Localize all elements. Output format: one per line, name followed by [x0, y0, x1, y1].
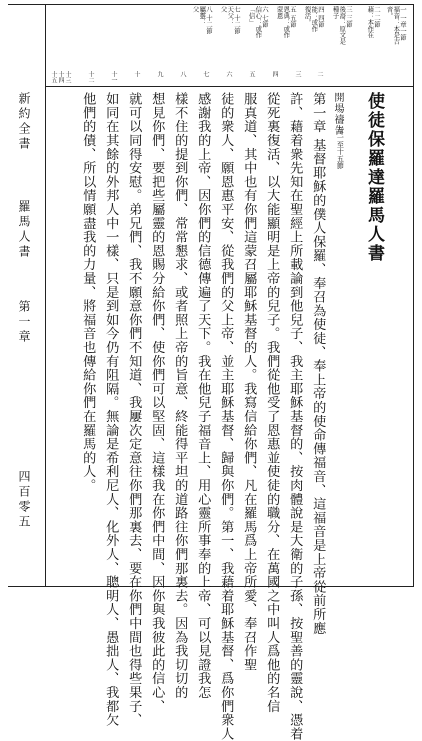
text-column: 就可以同得安慰。弟兄們、我不願意你們不知道、我屢次定意往你們那裏去、要在你們中間也得些果子、 [126, 92, 142, 727]
text-column: 從死裏復活、以大能顯明是上帝的兒子。我們從他受了恩惠並使徒的職分、在萬國之中叫人爲他的名信 [264, 92, 280, 713]
footnote-line: 蒙恩 [275, 6, 284, 19]
footnote-marker: 六 [261, 6, 269, 13]
footnote-ref: 一章一節 [399, 14, 407, 41]
book-title: 使徒保羅達羅馬人書 [364, 92, 384, 263]
footnote-marker: 五 [289, 6, 297, 13]
gutter-book-name: 羅馬人書 [17, 200, 31, 260]
verse-number: 十五 [50, 71, 57, 83]
footnote-marker: 四 [317, 6, 325, 13]
verse-number: 十一 [110, 71, 117, 83]
footnote-line: 「信」 [247, 6, 256, 26]
text-column: 許、藉着衆先知在聖經上所載論到他兒子、我主耶穌基督的、按肉體說是大衛的子孫、按聖善的靈說、憑着 [287, 92, 303, 741]
footnote-line: 屬靈： [198, 6, 207, 26]
footnote [367, 6, 380, 38]
footnote [248, 6, 268, 38]
verse-number: 十三 [64, 71, 71, 83]
footnote [304, 6, 324, 32]
footnote [192, 6, 212, 34]
bottom-rule [8, 586, 414, 587]
verse-number: 七 [202, 71, 209, 77]
text-column: 想見你們、要把些屬靈的恩賜分給你們、使你們可以堅固、這樣我在你們中間、因你與我彼此的信心、 [149, 92, 165, 713]
footnote-line: 父 [219, 6, 228, 13]
footnote-marker: 一 [399, 6, 407, 13]
footnote-marker: 七 [233, 6, 241, 13]
gutter-collection-title: 新約全書 [17, 92, 31, 152]
footnote-ref: 四節 [317, 14, 325, 28]
footnote-ref: 二節 [373, 14, 381, 28]
gutter-chapter: 第一章 [17, 300, 31, 345]
footnote-line: 復活。 [303, 6, 312, 26]
verse-number: 十 [133, 71, 140, 77]
footnote-line: 天父： [226, 6, 235, 26]
text-column: 如同在其餘的外邦人中一樣、只是到如今仍有阻隔。無論是希利尼人、化外人、聰明人、愚拙人、我都欠 [103, 92, 119, 727]
right-border [413, 4, 414, 587]
verse-number: 十四 [57, 71, 64, 83]
footnote [276, 6, 296, 38]
verse-number: 五 [248, 71, 255, 77]
footnote [220, 6, 240, 34]
footnote-line: 父 [191, 6, 200, 13]
text-column: 第一章 基督耶穌的僕人保羅、奉召為使徒、奉上帝的使命傳福音、這福音是上帝從前所應 [310, 92, 326, 635]
verse-number: 六 [225, 71, 232, 77]
section-heading: 開場禱告 [332, 92, 343, 136]
text-column: 徒的衆人、願恩惠平安、從我們的父上帝、並主耶穌基督、歸與你們。第一、我藉着耶穌基督、爲你們衆人 [218, 92, 234, 741]
footnote-marker: 八 [205, 6, 213, 13]
chapter-range: 一章一至十五節 [336, 120, 345, 169]
page-number: 四百零五 [17, 470, 31, 530]
footnote-ref: 七節 [261, 14, 269, 28]
footnote-ref: 五節 [289, 14, 297, 28]
verse-number: 十二 [87, 71, 94, 83]
header-divider [45, 86, 413, 87]
text-column: 感謝我的上帝、因你們的信德傳遍了天下。我在他兒子福音上、用心靈所事奉的上帝、可以見證我怎 [195, 92, 211, 700]
verse-number: 三 [294, 71, 301, 77]
gutter-border [45, 4, 46, 587]
footnote-line: 能：或作 [310, 6, 319, 32]
footnote-ref: 三節 [345, 14, 353, 28]
footnote [386, 6, 406, 44]
footnote-line: 信心：或作 [254, 6, 263, 38]
top-rule [8, 4, 414, 5]
text-column: 服真道、其中也有你們這蒙召屬耶穌基督的人。我寫信給你們、凡在羅馬爲上帝所愛、奉召作聖 [241, 92, 257, 672]
verse-number: 四 [271, 71, 278, 77]
footnote-line: 種子 [331, 6, 340, 19]
footnote-ref: 十二節 [205, 14, 213, 34]
verse-number: 二 [316, 71, 323, 77]
footnote-line: 藉：本作在 [366, 6, 375, 38]
footnote-line: 福音：本是吉 [392, 6, 401, 45]
footnote [332, 6, 352, 44]
footnote-ref: 十二節 [233, 14, 241, 34]
text-column: 樣不住的提到你們、常常懇求、或者照上帝的旨意、終能得平坦的道路往你們那裏去。因為我切切的 [172, 92, 188, 700]
footnote-line: 恩典：或作 [282, 6, 291, 38]
text-column: 他們的債、所以情願盡我的力量、將福音也傳給你們在羅馬的人。 [80, 92, 96, 493]
verse-number: 八 [179, 71, 186, 77]
footnote-marker: 二 [373, 6, 381, 13]
verse-number: 九 [156, 71, 163, 77]
footnote-marker: 三 [345, 6, 353, 13]
footnote-line: 後裔：原文是 [338, 6, 347, 45]
footnote-line: 音。 [385, 6, 394, 19]
